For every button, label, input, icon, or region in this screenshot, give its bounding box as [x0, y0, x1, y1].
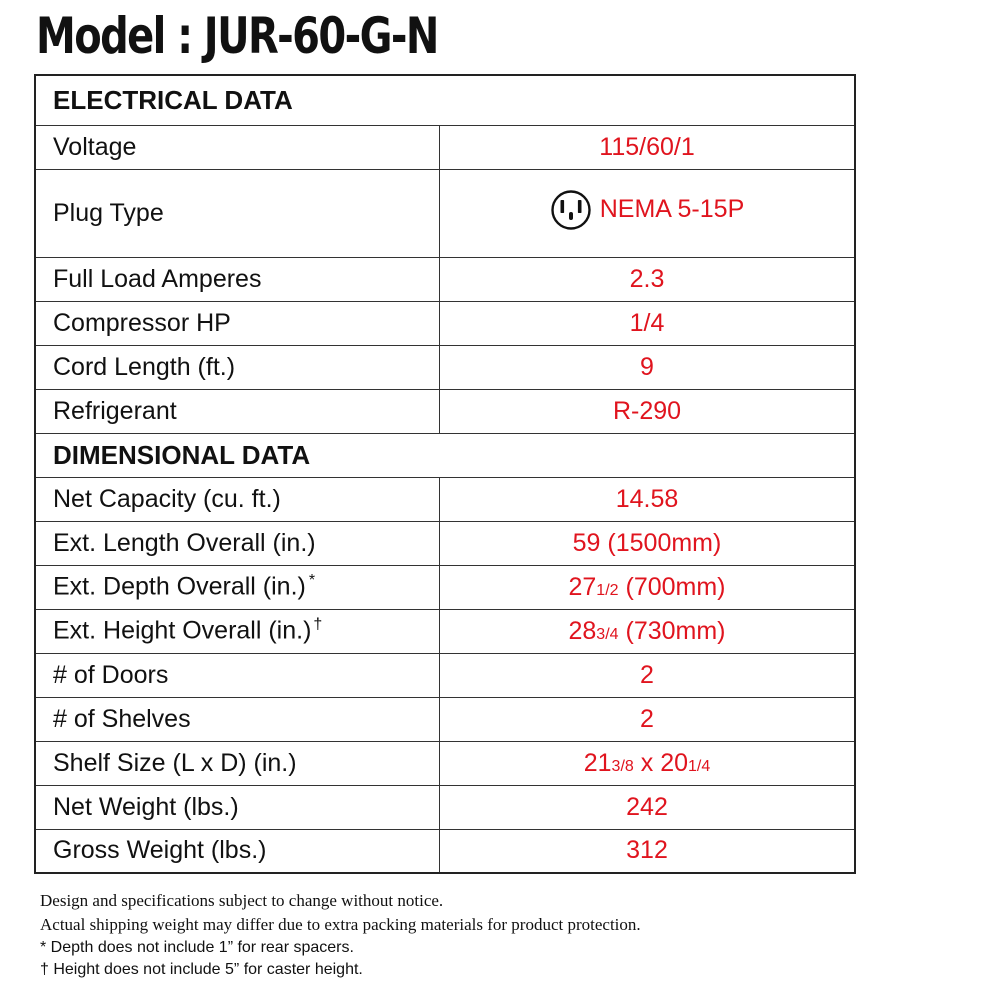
full-load-amperes-label: Full Load Amperes [35, 257, 440, 301]
net-capacity-value: 14.58 [440, 477, 856, 521]
cord-length-value: 9 [440, 345, 856, 389]
shelf-size-label: Shelf Size (L x D) (in.) [35, 741, 440, 785]
table-row [35, 829, 855, 873]
net-weight-value: 242 [440, 785, 856, 829]
ext-height-label-cell [35, 609, 440, 653]
note-height: † Height does not include 5” for caster height. [40, 961, 363, 978]
section-header-row [35, 75, 855, 125]
note-depth: * Depth does not include 1” for rear spacers. [40, 939, 354, 956]
table-row [35, 653, 855, 697]
full-load-amperes-value: 2.3 [440, 257, 856, 301]
shelf-length-fraction: 3/8 [611, 757, 634, 775]
table-row [35, 125, 855, 169]
plug-type-label: Plug Type [35, 169, 440, 257]
plug-type-cell [440, 169, 856, 257]
shelves-label: # of Shelves [35, 697, 440, 741]
refrigerant-label: Refrigerant [35, 389, 440, 433]
shelf-length-whole: 21 [583, 748, 612, 777]
table-row [35, 257, 855, 301]
doors-label: # of Doors [35, 653, 440, 697]
ext-height-label: Ext. Height Overall (in.) [53, 616, 312, 645]
nema-5-15p-plug-icon [550, 189, 592, 231]
voltage-value: 115/60/1 [440, 125, 856, 169]
height-fraction: 3/4 [596, 625, 619, 643]
net-capacity-label: Net Capacity (cu. ft.) [35, 477, 440, 521]
ext-length-value: 59 (1500mm) [440, 521, 856, 565]
compressor-hp-label: Compressor HP [35, 301, 440, 345]
shelf-size-separator: x [633, 748, 661, 777]
ext-depth-label-cell [35, 565, 440, 609]
section-header-row [35, 433, 855, 477]
electrical-data-heading: ELECTRICAL DATA [35, 75, 855, 125]
ext-depth-value [440, 565, 856, 609]
gross-weight-label: Gross Weight (lbs.) [35, 829, 440, 873]
depth-fraction: 1/2 [596, 581, 619, 599]
voltage-label: Voltage [35, 125, 440, 169]
net-weight-label: Net Weight (lbs.) [35, 785, 440, 829]
depth-whole: 27 [568, 572, 597, 601]
table-row [35, 565, 855, 609]
compressor-hp-value: 1/4 [440, 301, 856, 345]
shelf-depth-whole: 20 [660, 748, 689, 777]
ext-height-value [440, 609, 856, 653]
height-footnote-mark: † [313, 616, 323, 634]
height-metric: (730mm) [618, 616, 726, 645]
ext-length-label: Ext. Length Overall (in.) [35, 521, 440, 565]
refrigerant-value: R-290 [440, 389, 856, 433]
note-design: Design and specifications subject to change without notice. [40, 891, 444, 910]
ext-depth-label: Ext. Depth Overall (in.) [53, 572, 306, 601]
doors-value: 2 [440, 653, 856, 697]
table-row [35, 301, 855, 345]
table-row [35, 389, 855, 433]
table-row [35, 697, 855, 741]
dimensional-data-heading: DIMENSIONAL DATA [35, 433, 855, 477]
depth-metric: (700mm) [618, 572, 726, 601]
spec-table [34, 74, 856, 874]
shelf-size-value [440, 741, 856, 785]
table-row [35, 169, 855, 257]
table-row [35, 477, 855, 521]
shelf-depth-fraction: 1/4 [688, 757, 711, 775]
plug-type-value: NEMA 5-15P [599, 195, 745, 223]
shelves-value: 2 [440, 697, 856, 741]
note-shipping: Actual shipping weight may differ due to extra packing materials for product protection. [40, 915, 641, 934]
footnotes [40, 889, 641, 981]
table-row [35, 609, 855, 653]
gross-weight-value: 312 [440, 829, 856, 873]
table-row [35, 741, 855, 785]
cord-length-label: Cord Length (ft.) [35, 345, 440, 389]
depth-footnote-mark: * [308, 572, 316, 590]
height-whole: 28 [568, 616, 597, 645]
page-title: Model : JUR-60-G-N [36, 7, 438, 65]
table-row [35, 785, 855, 829]
table-row [35, 345, 855, 389]
table-row [35, 521, 855, 565]
